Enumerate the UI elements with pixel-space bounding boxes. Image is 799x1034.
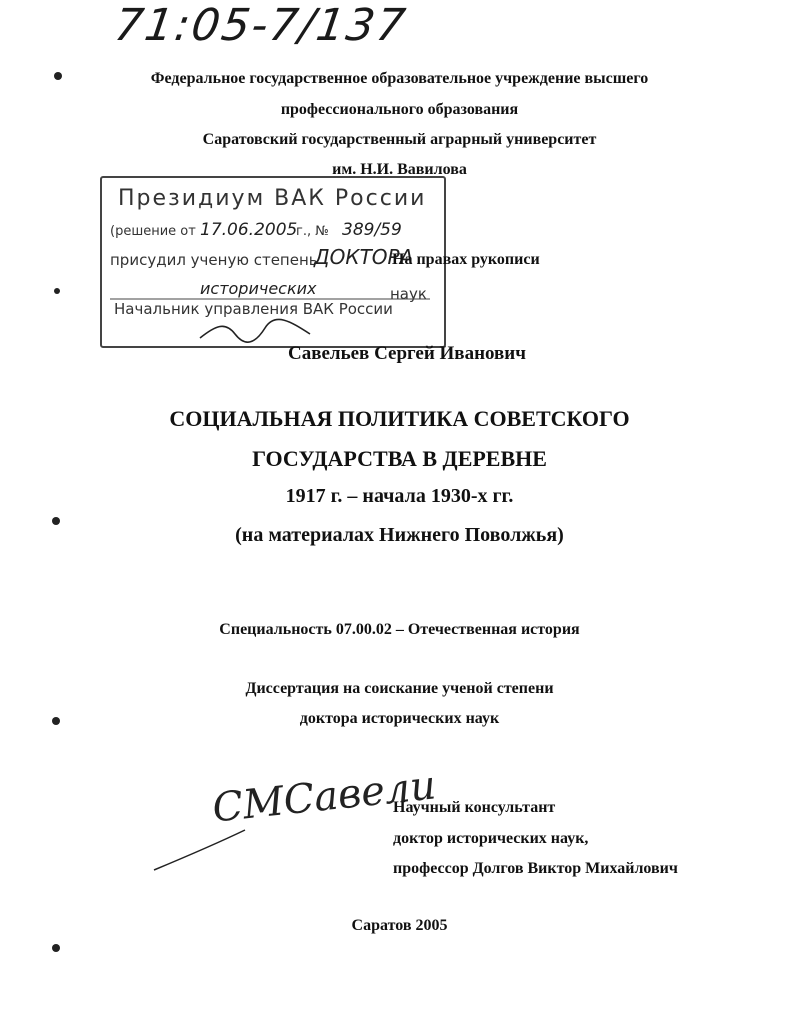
stamp-field-suffix: наук [390,285,427,303]
stamp-handwritten-degree: ДОКТОРА [314,245,414,269]
stamp-handwritten-number: 389/59 [342,220,402,240]
place-and-year: Саратов 2005 [351,917,448,934]
stamp-degree-label: присудил ученую степень [110,251,318,269]
thesis-title-line-3: 1917 г. – начала 1930-х гг. [285,485,514,507]
stamp-handwritten-date: 17.06.2005 [200,220,298,240]
advisor-label: Научный консультант [393,799,556,816]
signature-text: СМСавели [210,762,438,832]
stamp-decision-label: (решение от [110,224,196,239]
stamp-handwritten-field: исторических [200,279,317,298]
thesis-title-line-4: (на материалах Нижнего Поволжья) [235,524,564,546]
manuscript-rights-label: На правах рукописи [392,251,540,268]
punch-hole-mark [54,288,60,294]
advisor-name: профессор Долгов Виктор Михайлович [393,860,678,877]
archive-number: 71:05-7/137 [111,0,411,51]
stamp-handwritten-signature [195,316,315,346]
thesis-title-line-2: ГОСУДАРСТВА В ДЕРЕВНЕ [252,446,547,471]
degree-line-2: доктора исторических наук [299,710,500,727]
signature-stroke [150,770,330,880]
institution-line-2: профессионального образования [280,101,519,118]
author-signature [150,762,438,880]
stamp-heading: Президиум ВАК России [118,186,427,211]
degree-line-1: Диссертация на соискание ученой степени [245,680,554,697]
thesis-title-line-1: СОЦИАЛЬНАЯ ПОЛИТИКА СОВЕТСКОГО [169,406,630,431]
author-name: Савельев Сергей Иванович [288,343,526,364]
institution-line-1: Федеральное государственное образовательное учреждение высшего [150,70,649,87]
punch-hole-mark [52,944,60,952]
stamp-number-label: г., № [296,224,329,239]
institution-line-4: им. Н.И. Вавилова [332,161,467,178]
stamp-official-title: Начальник управления ВАК России [114,300,393,318]
specialty: Специальность 07.00.02 – Отечественная история [219,621,580,638]
institution-line-3: Саратовский государственный аграрный университет [202,131,597,148]
advisor-degree: доктор исторических наук, [393,830,589,847]
stamp-underline [110,294,430,304]
